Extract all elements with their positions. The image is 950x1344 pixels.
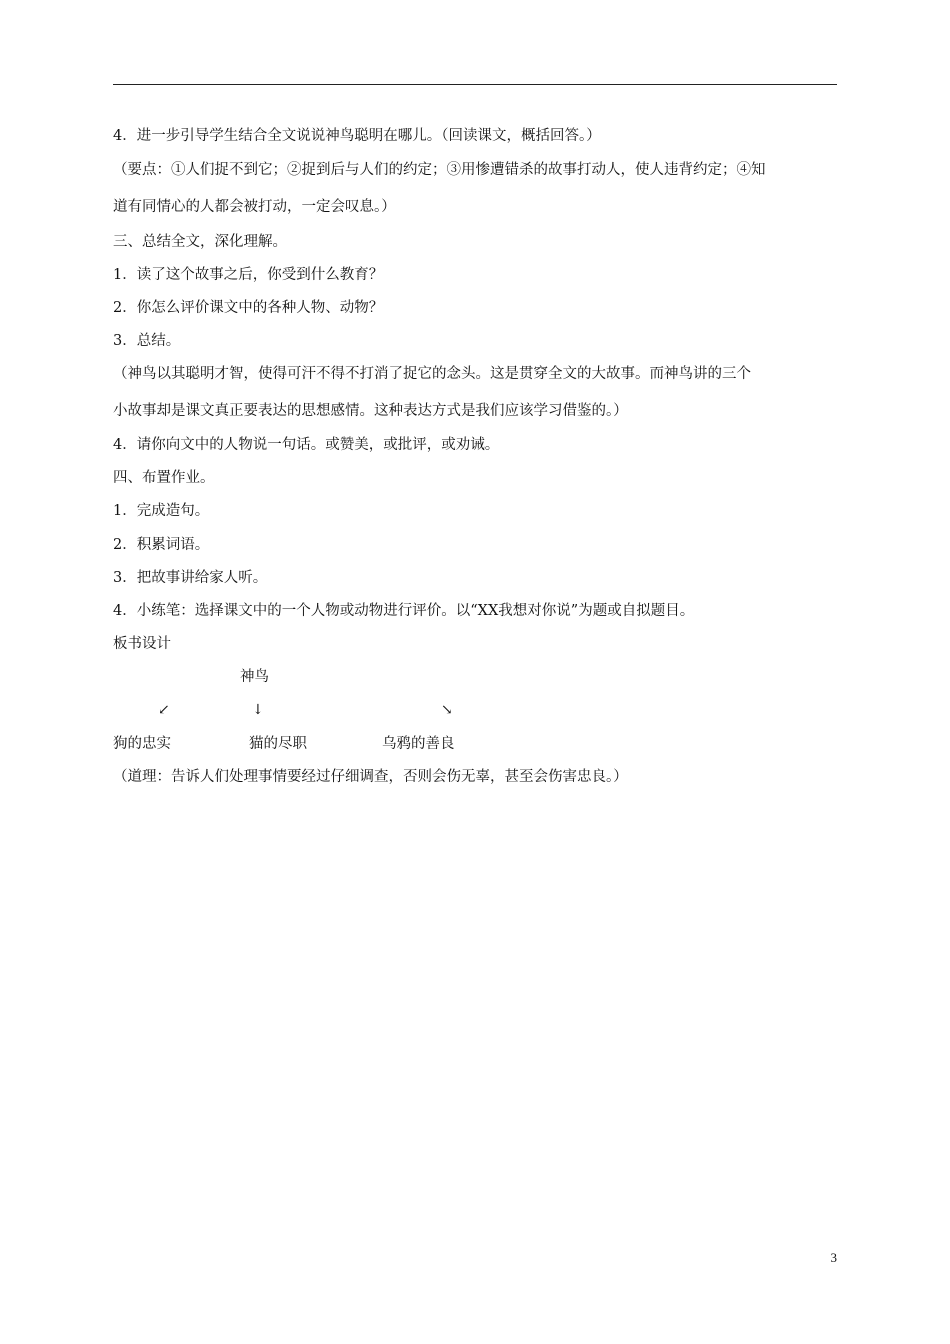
text-line: 1．完成造句。 bbox=[113, 503, 210, 519]
board-item-left: 狗的忠实 bbox=[113, 736, 171, 752]
text-line: 道有同情心的人都会被打动，一定会叹息。） bbox=[113, 199, 396, 215]
text-line: （要点：①人们捉不到它；②捉到后与人们的约定；③用惨遭错杀的故事打动人，使人违背约定；④知 bbox=[113, 162, 766, 178]
text-line: 3．把故事讲给家人听。 bbox=[113, 570, 268, 586]
text-line: 4．请你向文中的人物说一句话。或赞美，或批评，或劝诫。 bbox=[113, 437, 500, 453]
board-item-right: 乌鸦的善良 bbox=[382, 736, 455, 752]
section-heading: 三、总结全文，深化理解。 bbox=[113, 234, 287, 250]
text-line: 1．读了这个故事之后，你受到什么教育？ bbox=[113, 267, 384, 283]
arrow-down-icon: ↓ bbox=[252, 702, 264, 718]
board-conclusion: （道理：告诉人们处理事情要经过仔细调查，否则会伤无辜，甚至会伤害忠良。） bbox=[113, 769, 628, 785]
text-line: 3．总结。 bbox=[113, 333, 181, 349]
text-line: （神鸟以其聪明才智，使得可汗不得不打消了捉它的念头。这是贯穿全文的大故事。而神鸟讲的三个 bbox=[113, 366, 751, 382]
board-item-middle: 猫的尽职 bbox=[249, 736, 307, 752]
board-design-label: 板书设计 bbox=[113, 636, 171, 652]
text-line: 小故事却是课文真正要表达的思想感情。这种表达方式是我们应该学习借鉴的。） bbox=[113, 403, 628, 419]
board-center-label: 神鸟 bbox=[240, 669, 269, 685]
text-line: 4．小练笔：选择课文中的一个人物或动物进行评价。以“XX我想对你说”为题或自拟题目。 bbox=[113, 603, 695, 619]
header-rule bbox=[113, 84, 837, 85]
text-line: 2．你怎么评价课文中的各种人物、动物？ bbox=[113, 300, 384, 316]
arrow-down-right-icon: ↘ bbox=[441, 702, 453, 718]
text-line: 4．进一步引导学生结合全文说说神鸟聪明在哪儿。（回读课文，概括回答。） bbox=[113, 128, 601, 144]
arrow-down-left-icon: ↙ bbox=[158, 702, 170, 718]
section-heading: 四、布置作业。 bbox=[113, 470, 215, 486]
page-number: 3 bbox=[830, 1250, 837, 1265]
text-line: 2．积累词语。 bbox=[113, 537, 210, 553]
